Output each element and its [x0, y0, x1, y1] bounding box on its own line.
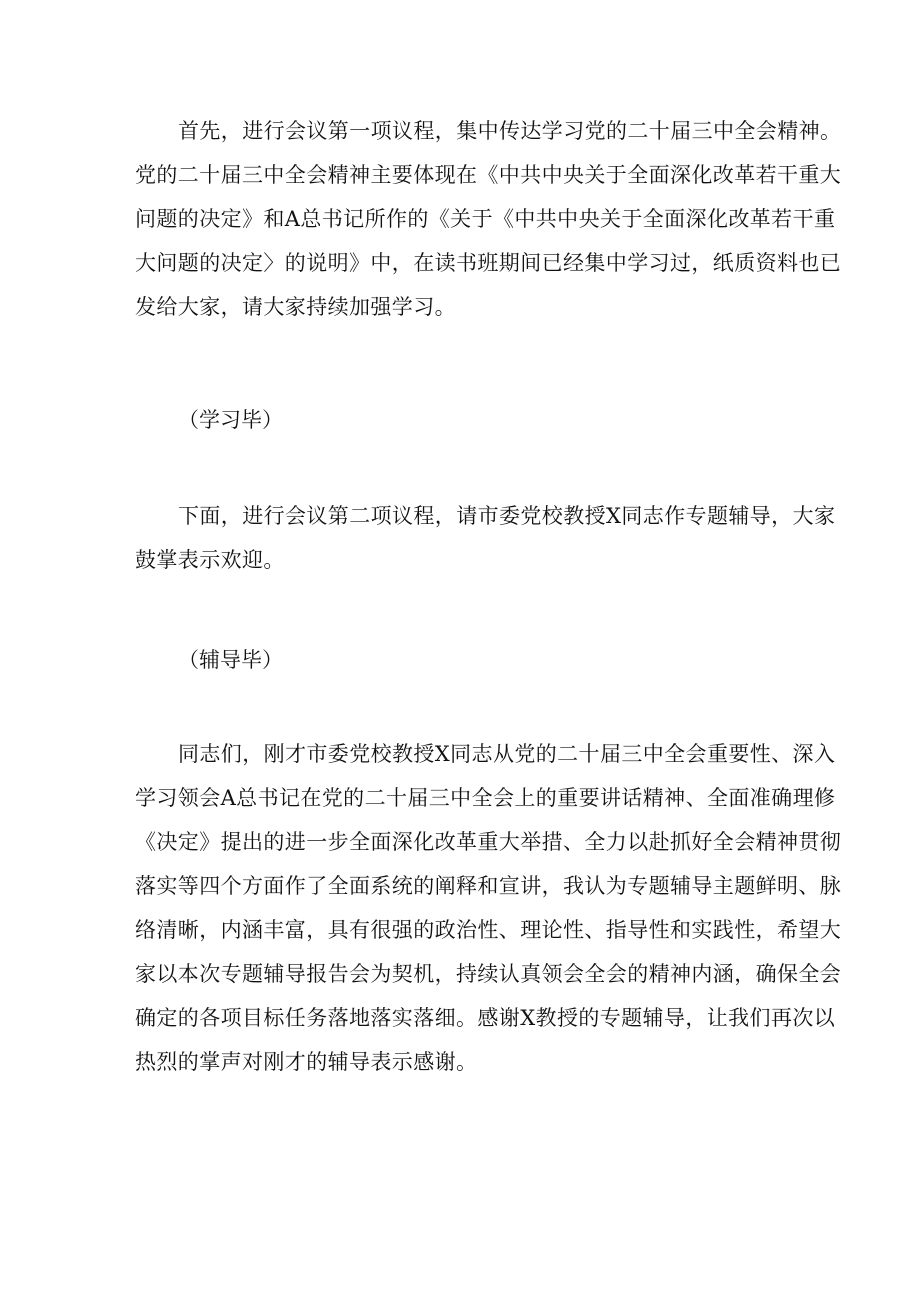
paragraph-line: 落实等四个方面作了全面系统的阐释和宣讲，我认为专题辅导主题鲜明、脉	[135, 874, 842, 898]
paragraph-line: 络清晰，内涵丰富，具有很强的政治性、理论性、指导性和实践性，希望大	[135, 918, 842, 942]
paragraph-closing-remarks	[135, 732, 842, 1084]
paragraph-line: 首先，进行会议第一项议程，集中传达学习党的二十届三中全会精神。	[178, 119, 842, 143]
stage-note-study-finished: （学习毕）	[178, 408, 283, 432]
paragraph-line: 党的二十届三中全会精神主要体现在《中共中央关于全面深化改革若干重大	[135, 163, 842, 187]
paragraph-line: 热烈的掌声对刚才的辅导表示感谢。	[135, 1050, 478, 1074]
paragraph-agenda-one	[135, 109, 842, 329]
paragraph-line: 确定的各项目标任务落地落实落细。感谢X教授的专题辅导，让我们再次以	[135, 1006, 836, 1030]
paragraph-line: 学习领会A总书记在党的二十届三中全会上的重要讲话精神、全面准确理修	[135, 786, 836, 810]
paragraph-line: 鼓掌表示欢迎。	[135, 548, 285, 572]
paragraph-line: 大问题的决定〉的说明》中，在读书班期间已经集中学习过，纸质资料也已	[135, 251, 842, 275]
paragraph-line: 问题的决定》和A总书记所作的《关于《中共中央关于全面深化改革若干重	[135, 207, 836, 231]
paragraph-line: 同志们，刚才市委党校教授X同志从党的二十届三中全会重要性、深入	[178, 742, 836, 766]
paragraph-line: 家以本次专题辅导报告会为契机，持续认真领会全会的精神内涵，确保全会	[135, 962, 842, 986]
stage-note-tutoring-finished: （辅导毕）	[178, 648, 283, 672]
paragraph-line: 下面，进行会议第二项议程，请市委党校教授X同志作专题辅导，大家	[178, 504, 836, 528]
paragraph-line: 发给大家，请大家持续加强学习。	[135, 295, 456, 319]
paragraph-agenda-two	[135, 494, 836, 582]
paragraph-line: 《决定》提出的进一步全面深化改革重大举措、全力以赴抓好全会精神贯彻	[135, 830, 842, 854]
